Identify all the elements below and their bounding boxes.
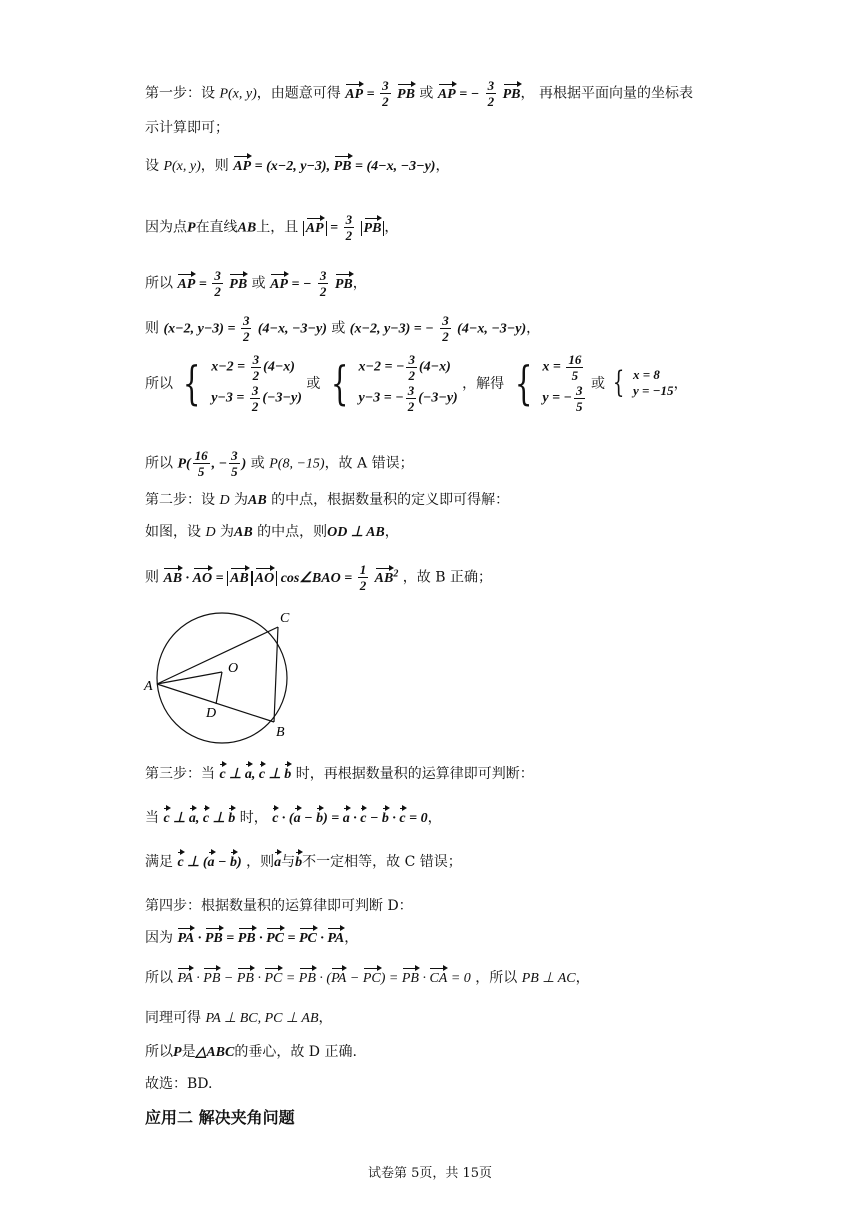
figure-intro-line: 如图，设 D 为AB 的中点，则OD ⊥ AB， [145,524,399,540]
step1-line: 第一步：设 P(x, y)，由题意可得 AP = $\frac{3}{2}$ PB 或 AP = − $\frac{3}{2}$ PB， 再根据平面向量的坐标表 [145,78,693,109]
therefore-line: 所以 PA · PB − PB · PC = PB · (PA − PC) = PB · CA = 0 ，所以 PB ⊥ AC， [145,968,590,989]
coord-line: 设 P(x, y)，则 AP = (x−2, y−3), PB = (4−x, −3−y)， [145,156,449,177]
section-heading: 应用二 解决夹角问题 [145,1108,295,1127]
label-O: O [228,661,239,676]
satisfy-line: 满足 c ⊥ (a − b) ，则a与b不一定相等，故 C 错误； [145,852,462,873]
so-line: 所以 AP = $\frac{3}{2}$ PB 或 AP = − $\frac{3}{2}$ PB， [145,268,367,299]
label-A: A [144,679,153,694]
segment-AO [157,672,222,684]
page-footer: 试卷第 5页，共 15页 [367,1166,493,1181]
circle-figure [140,600,310,745]
condition-line: 因为点P在直线AB上，且 AP = $\frac{3}{2}$ PB ， [145,212,399,243]
result-line: 所以 P( $\frac{16}{5}$ , − $\frac{3}{5}$ ) 或 P(8, −15)，故 A 错误； [145,448,414,479]
step2-line: 第二步：设 D 为AB 的中点，根据数量积的定义即可得解： [145,492,510,508]
label-D: D [206,706,217,721]
segment-OD [216,672,222,704]
step3-line: 第三步：当 c ⊥ a, c ⊥ b 时，再根据数量积的运算律即可判断： [145,764,534,785]
then-line: 则 (x−2, y−3) = $\frac{3}{2}$ (4−x, −3−y) 或 (x−2, y−3) = − $\frac{3}{2}$ (4−x, −3−y)， [145,313,541,344]
orthocenter-line: 所以P是△ABC的垂心，故 D 正确. [145,1044,357,1060]
system-line: 所以 { x−2 = $\frac{3}{2}$ (4−x) y−3 = $\frac{3}{2}$ (−3−y) 或 { x−2 = − $\frac{3}{2}$ (4−x) y−3 = − $\frac{3}{2}$ (−3−y) ，解得 { x = $\frac{16}{5}$ y = − $\frac{3}{5}$ 或 { x = 8 y = −15 ， [145,352,688,414]
dot-product-line: 则 AB · AO = AB AO cos∠BAO = $\frac{1}{2}$ $AB^2$ ，故 B 正确； [145,562,492,593]
answer-line: 故选：BD. [145,1076,213,1092]
step4-line: 第四步：根据数量积的运算律即可判断 D： [145,898,413,914]
label-C: C [280,611,290,626]
because-line: 因为 PA · PB = PB · PC = PC · PA， [145,928,358,949]
step1-line-cont: 示计算即可； [145,120,229,136]
when-line: 当 c ⊥ a, c ⊥ b 时， c · (a − b) = a · c − b · c = 0， [145,808,442,829]
similarly-line: 同理可得 PA ⊥ BC, PC ⊥ AB， [145,1010,333,1026]
label-B: B [276,725,285,740]
segment-AC [157,627,278,684]
